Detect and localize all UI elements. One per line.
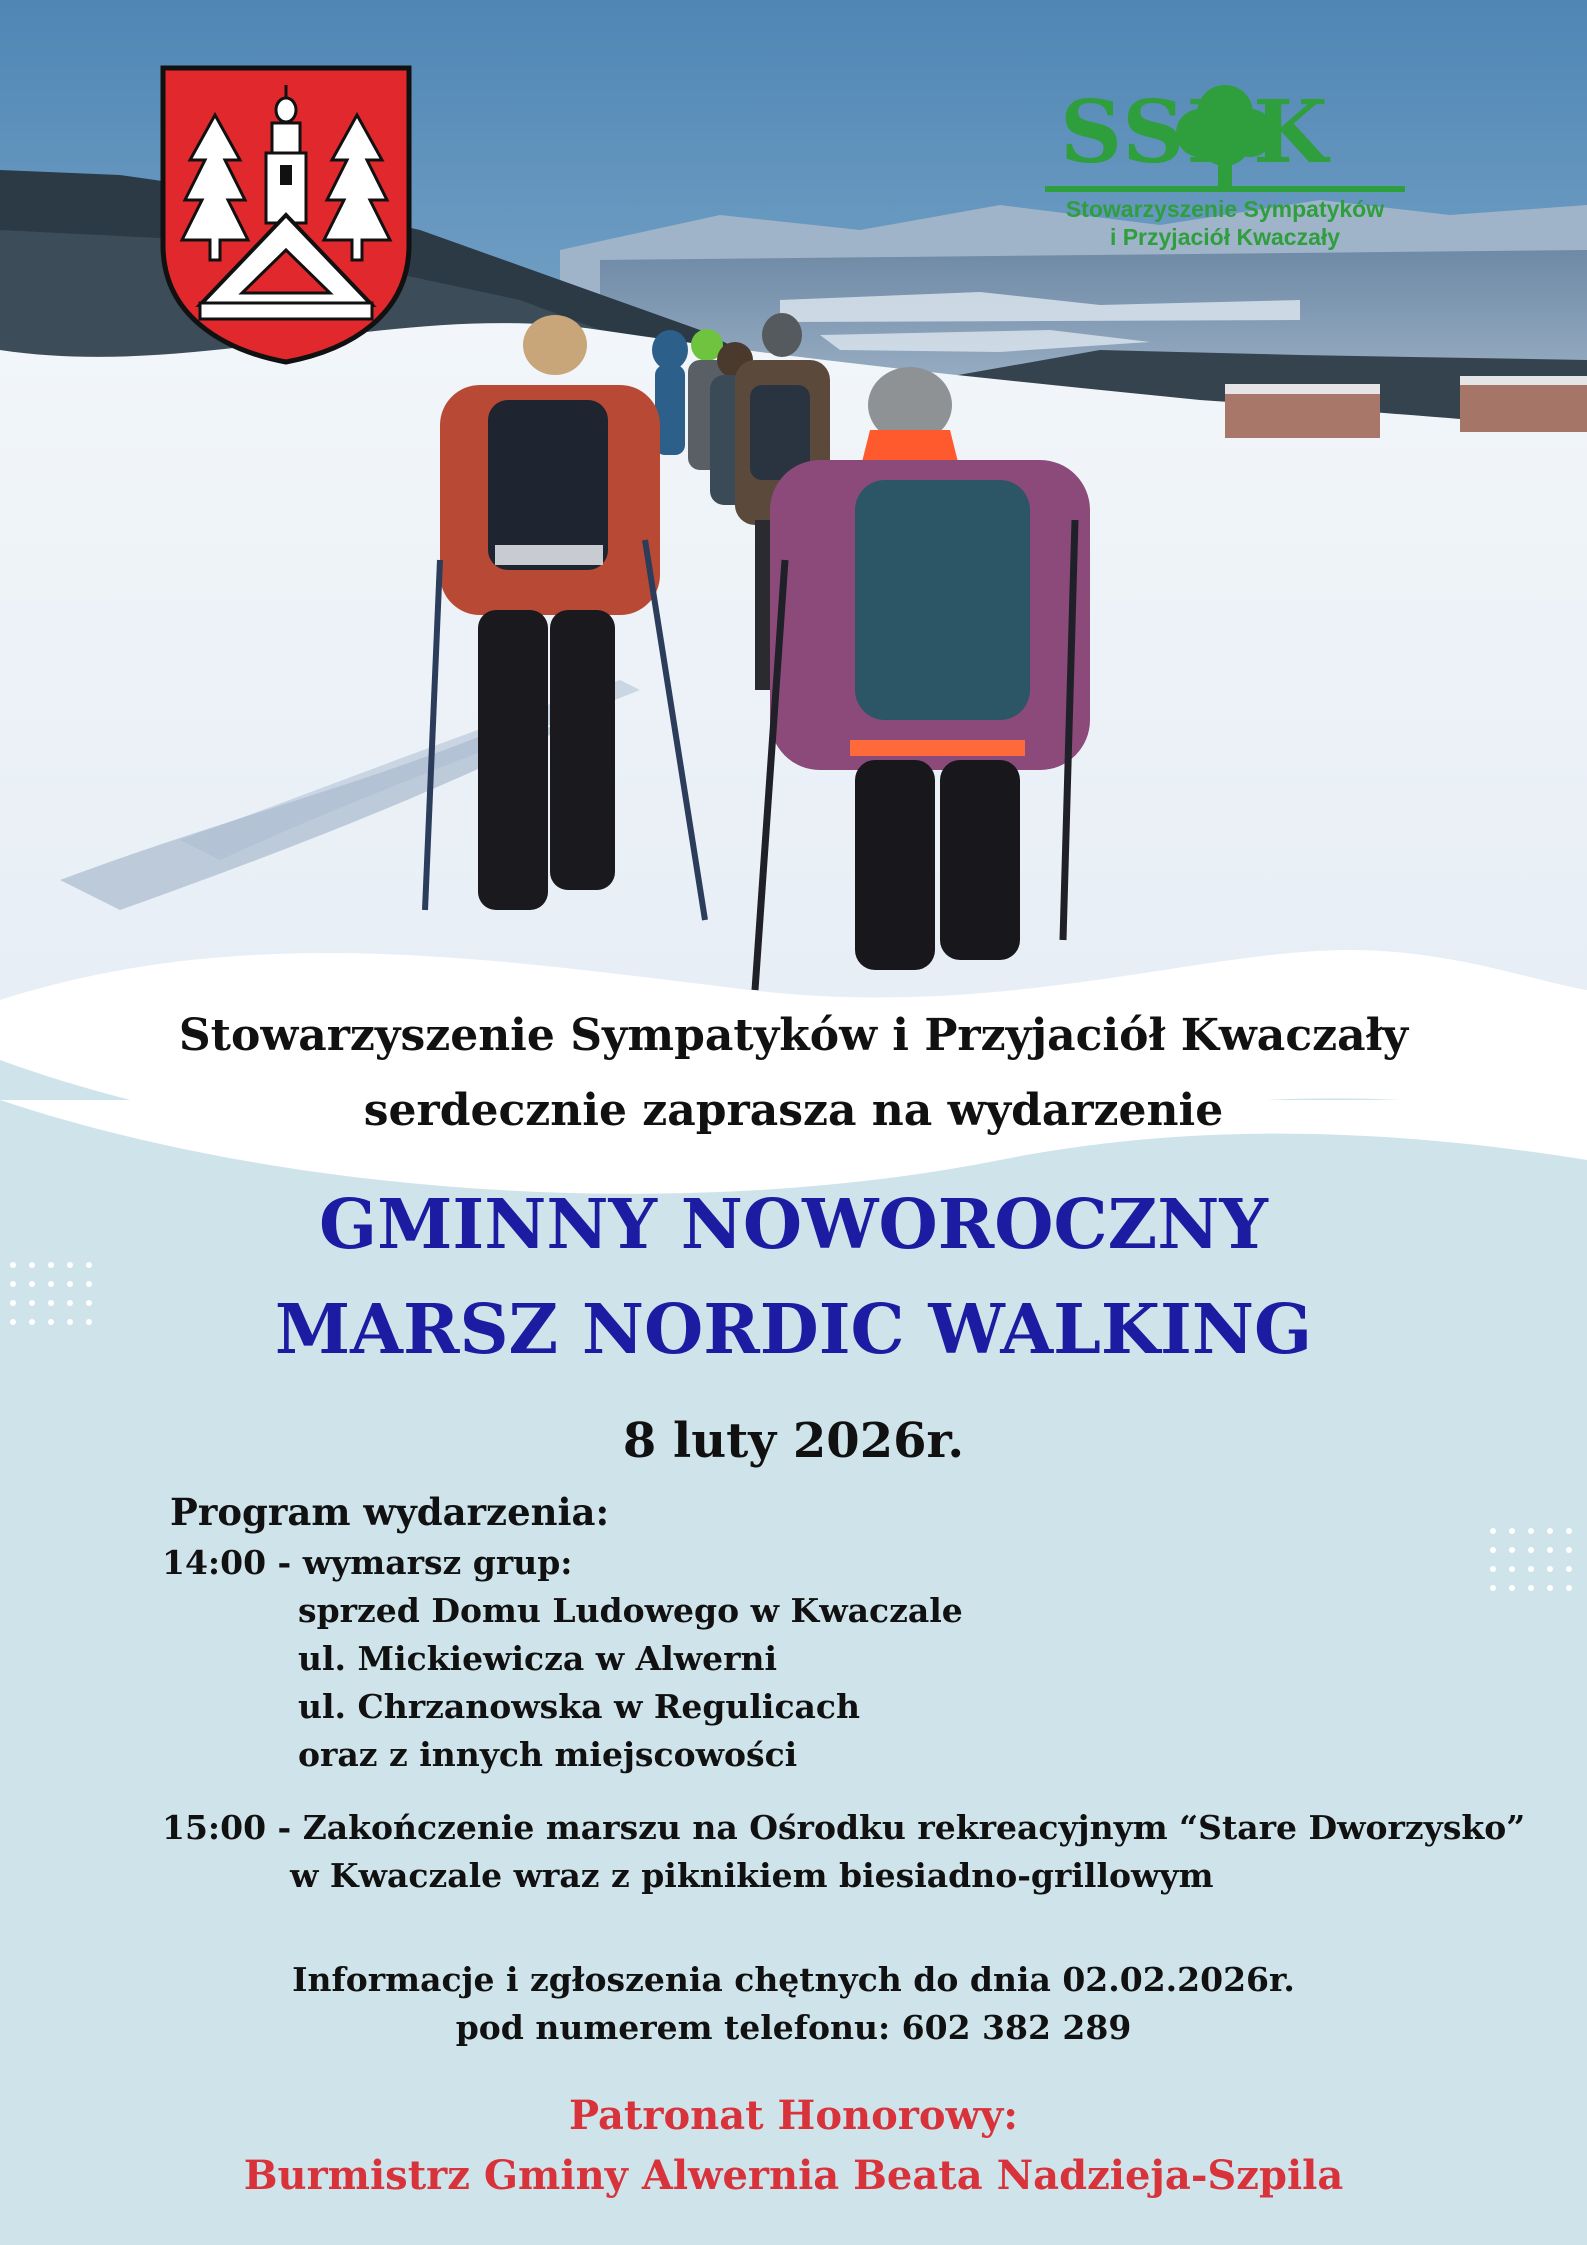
patronage-heading: Patronat Honorowy: [569,2092,1018,2139]
program-place-4: oraz z innych miejscowości [298,1735,798,1774]
intro-line-1: Stowarzyszenie Sympatyków i Przyjaciół Kwaczały [178,1010,1409,1061]
coat-of-arms-icon [160,65,412,365]
program-place-3: ul. Chrzanowska w Regulicach [298,1687,861,1726]
program-place-2: ul. Mickiewicza w Alwerni [298,1639,778,1678]
dot-grid-right [1490,1528,1572,1591]
patronage-name: Burmistrz Gminy Alwernia Beata Nadzieja-Szpila [243,2152,1344,2199]
program-item-2-line-2: w Kwaczale wraz z piknikiem biesiadno-grillowym [290,1856,1214,1895]
logo-name-line1: Stowarzyszenie Sympatyków [1065,196,1385,222]
intro-line-2: serdecznie zaprasza na wydarzenie [363,1085,1224,1136]
event-title-line-2: MARSZ NORDIC WALKING [274,1290,1313,1370]
info-phone: pod numerem telefonu: 602 382 289 [455,2008,1132,2047]
program-place-1: sprzed Domu Ludowego w Kwaczale [298,1591,963,1630]
info-line-1: Informacje i zgłoszenia chętnych do dnia 02.02.2026r. [292,1960,1295,1999]
sspk-logo [1035,78,1415,258]
logo-letters: SSPK [1060,82,1330,183]
event-title-line-1: GMINNY NOWOROCZNY [319,1185,1268,1265]
program-item-1-time: 14:00 - wymarsz grup: [162,1543,573,1582]
program-heading: Program wydarzenia: [170,1490,610,1534]
program-item-2-line-1: 15:00 - Zakończenie marszu na Ośrodku rekreacyjnym “Stare Dworzysko” [162,1808,1526,1847]
logo-name-line2: i Przyjaciół Kwaczały [1109,224,1341,250]
event-date: 8 luty 2026r. [622,1413,965,1469]
